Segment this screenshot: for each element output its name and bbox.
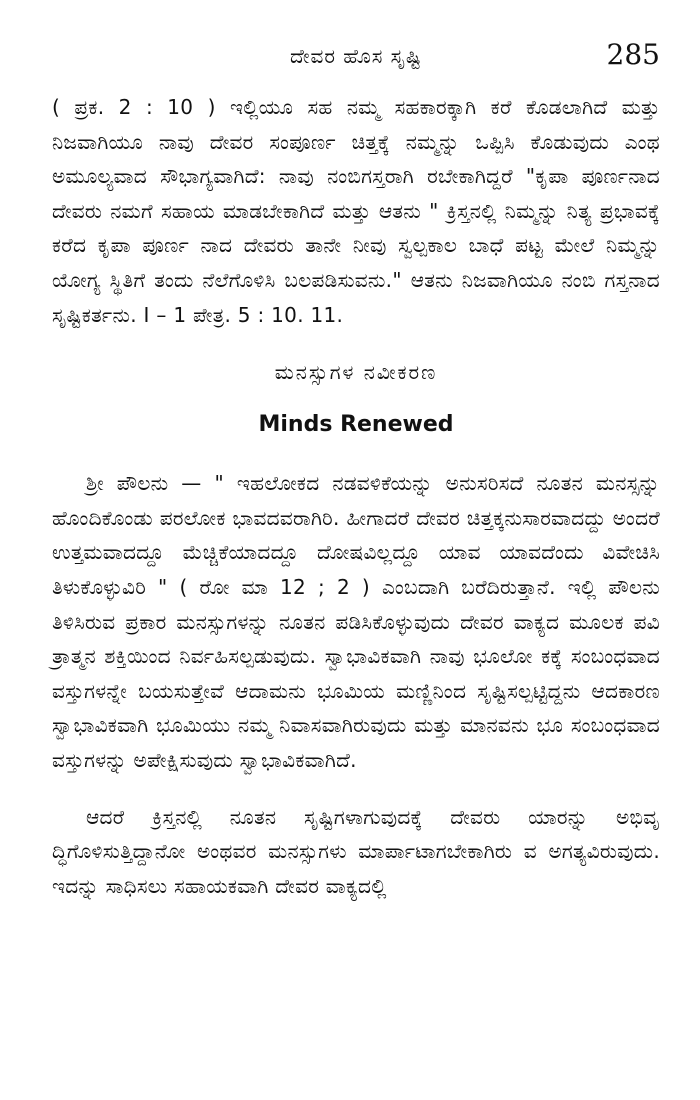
page-number: 285: [606, 38, 660, 71]
section-heading-kannada: ಮನಸ್ಸುಗಳ ನವೀಕರಣ: [274, 360, 438, 385]
running-title: ದೇವರ ಹೊಸ ಸೃಷ್ಟಿ: [290, 44, 422, 68]
paragraph-1: ( ಪ್ರಕ. 2 : 10 ) ಇಲ್ಲಿಯೂ ಸಹ ನಮ್ಮ ಸಹಕಾರಕ್ಕಾಗಿ ಕರೆ ಕೊಡಲಾಗಿದೆ ಮತ್ತು ನಿಜವಾಗಿಯೂ ನಾವು ದೇವರ ಸಂಪೂರ್ಣ ಚಿತ್ತಕ್ಕೆ ನಮ್ಮನ್ನು ಒಪ್ಪಿಸಿ ಕೊಡುವುದು ಎಂಥ ಅಮೂಲ್ಯವಾದ ಸೌಭಾಗ್ಯವಾಗಿದೆ: ನಾವು ನಂಬಿಗಸ್ತರಾಗಿ ರಬೇಕಾಗಿದ್ದರೆ "ಕೃಪಾ ಪೂರ್ಣನಾದ ದೇವರು ನಮಗೆ ಸಹಾಯ ಮಾಡಬೇಕಾಗಿದೆ ಮತ್ತು ಆತನು " ಕ್ರಿಸ್ತನಲ್ಲಿ ನಿಮ್ಮನ್ನು ನಿತ್ಯ ಪ್ರಭಾವಕ್ಕೆ ಕರೆದ ಕೃಪಾ ಪೂರ್ಣ ನಾದ ದೇವರು ತಾನೇ ನೀವು ಸ್ವಲ್ಪಕಾಲ ಬಾಧೆ ಪಟ್ಟ ಮೇಲೆ ನಿಮ್ಮನ್ನು ಯೋಗ್ಯ ಸ್ಥಿತಿಗೆ ತಂದು ನೆಲೆಗೊಳಿಸಿ ಬಲಪಡಿಸುವನು." ಆತನು ನಿಜವಾಗಿಯೂ ನಂಬಿ ಗಸ್ತನಾದ ಸೃಷ್ಟಿಕರ್ತನು. I – 1 ಪೇತ್ರ. 5 : 10. 11.: [52, 95, 660, 327]
paragraph-3: ಆದರೆ ಕ್ರಿಸ್ತನಲ್ಲಿ ನೂತನ ಸೃಷ್ಟಿಗಳಾಗುವುದಕ್ಕೆ ದೇವರು ಯಾರನ್ನು ಅಭಿವೃ ದ್ಧಿಗೊಳಿಸುತ್ತಿದ್ದಾನೋ ಅಂಥವರ ಮನಸ್ಸುಗಳು ಮಾರ್ಪಾಟಾಗಬೇಕಾಗಿರು ವ ಅಗತ್ಯವಿರುವುದು. ಇದನ್ನು ಸಾಧಿಸಲು ಸಹಾಯಕವಾಗಿ ದೇವರ ವಾಕ್ಯದಲ್ಲಿ: [52, 804, 660, 898]
paragraph-2: ಶ್ರೀ ಪೌಲನು — " ಇಹಲೋಕದ ನಡವಳಿಕೆಯನ್ನು ಅನುಸರಿಸದೆ ನೂತನ ಮನಸ್ಸನ್ನು ಹೊಂದಿಕೊಂಡು ಪರಲೋಕ ಭಾವದವರಾಗಿರಿ. ಹೀಗಾದರೆ ದೇವರ ಚಿತ್ತಕ್ಕನುಸಾರವಾದದ್ದು ಅಂದರೆ ಉತ್ತಮವಾದದ್ದೂ ಮೆಚ್ಚಿಕೆಯಾದದ್ದೂ ದೋಷವಿಲ್ಲದ್ದೂ ಯಾವ ಯಾವದೆಂದು ವಿವೇಚಿಸಿ ತಿಳುಕೊಳ್ಳುವಿರಿ " ( ರೋ ಮಾ 12 ; 2 ) ಎಂಬದಾಗಿ ಬರೆದಿರುತ್ತಾನೆ. ಇಲ್ಲಿ ಪೌಲನು ತಿಳಿಸಿರುವ ಪ್ರಕಾರ ಮನಸ್ಸುಗಳನ್ನು ನೂತನ ಪಡಿಸಿಕೊಳ್ಳುವುದು ದೇವರ ವಾಕ್ಯದ ಮೂಲಕ ಪವಿ ತ್ರಾತ್ಮನ ಶಕ್ತಿಯಿಂದ ನಿರ್ವಹಿಸಲ್ಪಡುವುದು. ಸ್ವಾಭಾವಿಕವಾಗಿ ನಾವು ಭೂಲೋ ಕಕ್ಕೆ ಸಂಬಂಧವಾದ ವಸ್ತುಗಳನ್ನೇ ಬಯಸುತ್ತೇವೆ ಆದಾಮನು ಭೂಮಿಯ ಮಣ್ಣಿನಿಂದ ಸೃಷ್ಟಿಸಲ್ಪಟ್ಟಿದ್ದನು ಆದಕಾರಣ ಸ್ವಾಭಾವಿಕವಾಗಿ ಭೂಮಿಯು ನಮ್ಮ ನಿವಾಸವಾಗಿರುವುದು ಮತ್ತು ಮಾನವನು ಭೂ ಸಂಬಂಧವಾದ ವಸ್ತುಗಳನ್ನು ಅಪೇಕ್ಷಿಸುವುದು ಸ್ವಾಭಾವಿಕವಾಗಿದೆ.: [52, 471, 660, 772]
running-head: [52, 38, 660, 90]
section-heading-english: Minds Renewed: [258, 412, 454, 438]
